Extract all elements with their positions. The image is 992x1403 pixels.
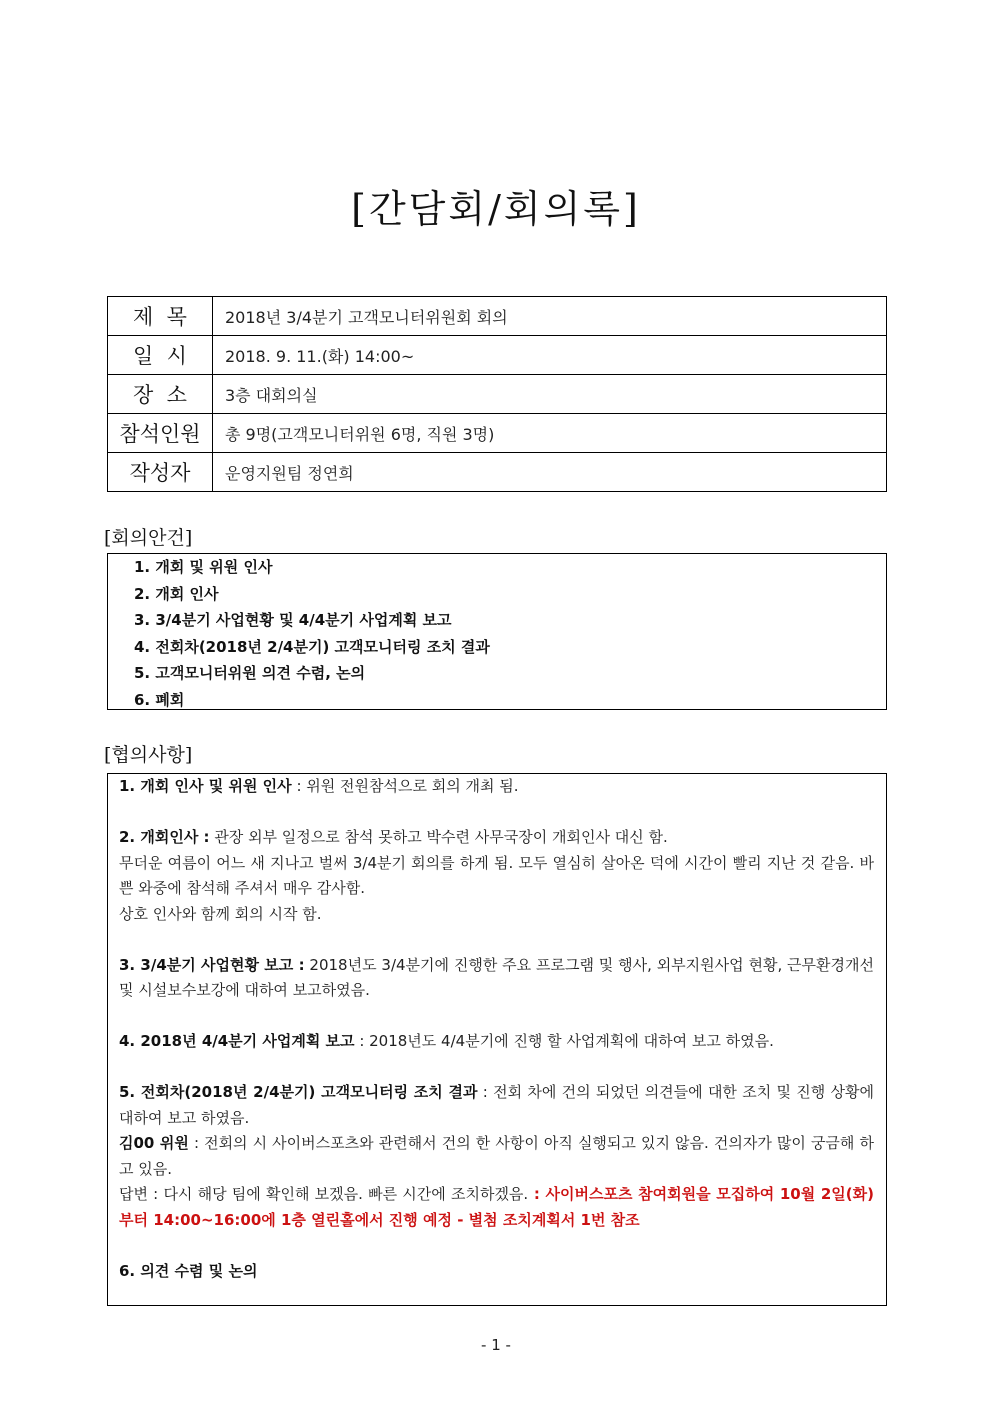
minutes-section-6 [119, 1259, 874, 1285]
section-title: 3. 3/4분기 사업현황 보고 : [119, 955, 305, 974]
answer [119, 1182, 874, 1233]
info-value: 3층 대회의실 [213, 375, 887, 414]
info-row-datetime [108, 336, 887, 375]
agenda-heading: [회의안건] [104, 527, 193, 549]
minutes-section-2 [119, 825, 874, 851]
section-text: 2018년도 3/4분기에 진행한 주요 프로그램 및 행사, 외부지원사업 현황, 근무환경개선 및 시설보수보강에 대하여 보고하였음. [119, 955, 874, 999]
info-row-author [108, 453, 887, 492]
section-title: 6. 의견 수렴 및 논의 [119, 1261, 258, 1280]
minutes-box [107, 773, 887, 1306]
agenda-item: 6. 폐회 [134, 690, 185, 709]
minutes-section-5 [119, 1080, 874, 1131]
section-text: : 2018년도 4/4분기에 진행 할 사업계획에 대하여 보고 하였음. [354, 1032, 774, 1050]
section-text: : 전회 차에 건의 되었던 의견들에 대한 조치 및 진행 상황에 대하여 보고 하였음. [119, 1083, 874, 1127]
section-title: 5. 전회차(2018년 2/4분기) 고객모니터링 조치 결과 [119, 1083, 478, 1101]
section-text: 상호 인사와 함께 회의 시작 함. [119, 904, 322, 923]
action-plan-highlight: : 사이버스포츠 참여회원을 모집하여 10월 2일(화)부터 14:00~16:00에 1층 열린홀에서 진행 예정 - 별첨 조치계획서 1번 참조 [119, 1185, 874, 1229]
section-text: : 위원 전원참석으로 회의 개최 됨. [291, 777, 519, 795]
agenda-box [107, 553, 887, 710]
answer-text: 답변 : 다시 해당 팀에 확인해 보겠음. 빠른 시간에 조치하겠음. [119, 1185, 529, 1203]
info-row-attendees [108, 414, 887, 453]
info-label: 참석인원 [108, 414, 213, 453]
member-comment-text: : 전회의 시 사이버스포츠와 관련해서 건의 한 사항이 아직 실행되고 있지 않음. 건의자가 많이 궁금해 하고 있음. [119, 1134, 874, 1178]
section-text: 관장 외부 일정으로 참석 못하고 박수련 사무국장이 개회인사 대신 함. [209, 828, 668, 846]
minutes-heading: [협의사항] [104, 744, 193, 766]
info-label: 제 목 [108, 297, 213, 336]
minutes-section-4 [119, 1029, 874, 1055]
member-name: 김00 위원 [119, 1134, 189, 1152]
info-label: 작성자 [108, 453, 213, 492]
section-title: 1. 개회 인사 및 위원 인사 [119, 777, 292, 795]
info-value: 운영지원팀 정연희 [213, 453, 887, 492]
info-label: 장 소 [108, 375, 213, 414]
document-title: [간담회/회의록] [351, 187, 641, 231]
section-title: 4. 2018년 4/4분기 사업계획 보고 [119, 1032, 355, 1050]
agenda-item: 3. 3/4분기 사업현황 및 4/4분기 사업계획 보고 [134, 611, 452, 629]
section-text: 무더운 여름이 어느 새 지나고 벌써 3/4분기 회의를 하게 됨. 모두 열심히 살아온 덕에 시간이 빨리 지난 것 같음. 바쁜 와중에 참석해 주셔서 매우 감사함. [119, 853, 874, 897]
info-row-subject [108, 297, 887, 336]
agenda-list [108, 554, 886, 713]
minutes-section-3 [119, 953, 874, 1004]
info-value: 2018. 9. 11.(화) 14:00~ [213, 336, 887, 375]
info-label: 일 시 [108, 336, 213, 375]
agenda-item: 2. 개회 인사 [134, 584, 219, 603]
member-comment [119, 1131, 874, 1182]
info-row-location [108, 375, 887, 414]
info-value: 총 9명(고객모니터위원 6명, 직원 3명) [213, 414, 887, 453]
page-number: - 1 - [481, 1336, 511, 1354]
minutes-content [108, 774, 886, 1284]
meeting-info-table [107, 296, 887, 492]
agenda-item: 5. 고객모니터위원 의견 수렴, 논의 [134, 664, 366, 682]
section-title: 2. 개회인사 : [119, 828, 210, 846]
agenda-item: 4. 전회차(2018년 2/4분기) 고객모니터링 조치 결과 [134, 637, 490, 656]
minutes-section-1 [119, 774, 874, 800]
info-value: 2018년 3/4분기 고객모니터위원회 회의 [213, 297, 887, 336]
agenda-item: 1. 개회 및 위원 인사 [134, 558, 273, 576]
